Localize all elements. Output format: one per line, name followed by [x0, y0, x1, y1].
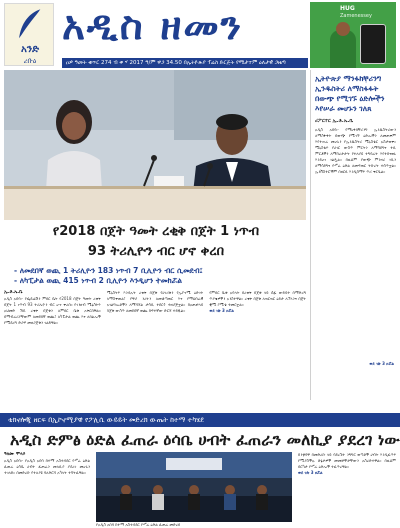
- second-story-column-1-text: አዲስ አበባ፡- የአዲስ አበባ ከተማ አስተዳደር የሥራ ዕድል ፈጠራ ዕሳቤ ሀብት ፈጠራን መለኪያ ያደረገ መሆኑን ተገለጸ። በመድረኩ የተለያዩ ባለድርሻ አካላት ተሳትፈዋል።: [4, 458, 90, 475]
- body-column-2-text: ሚኒስትሩ እንዳሉት ረቂቅ በጀቱ የሀገሪቱን የኢኮኖሚ ዕድገት ለማስቀጠል፣ የዋጋ ንረትን ለመቆጣጠር እና የማህበራዊ አገልግሎቶችን ለማሻሻል ታሳቢ ተደርጎ ተዘጋጅቷል። ከአጠቃላይ በጀቱ ውስጥ ለመደበኛ ወጪ ከፍተኛው ድርሻ ተይዟል።: [106, 290, 204, 313]
- continued-link[interactable]: ወደ ገጽ 3 ዞሯል: [209, 308, 234, 313]
- main-story-photo[interactable]: [4, 70, 306, 220]
- right-column-story: [310, 70, 396, 400]
- ad-person-head: [336, 22, 350, 36]
- body-column-3: [209, 290, 306, 410]
- second-story: [4, 452, 396, 528]
- newspaper-title: አዲስ ዘመን: [62, 4, 244, 49]
- body-column-1-text: አዲስ አበባ፡- የፌዴሬሽን ምክር ቤት የ2018 በጀት ዓመት ረቂቅ በጀት 1 ነጥብ 93 ትሪሊዮን ብር ሆኖ ቀረበ። የገንዘብ ሚኒስትሩ አህመድ ሽዴ ረቂቅ በጀቱን ለምክር ቤቱ አቅርበዋል። በማብራሪያቸውም ለመደበኛ ወጪ፣ ለካፒታል ወጪ እና ለክልሎች የሚደረግ ድጋፍ መዘጋጀቱን ገልጸዋል።: [4, 296, 101, 325]
- issue-info-bar: ዐዎ ዓመት ቁጥር 274 ብ ቀ ሃ 2017 ዓ/ም ዋጋ 34.50 በኢትዮጵያ ፕሬስ ድርጅት የሚታተም ዕለታዊ ጋዜጣ: [62, 58, 308, 68]
- newspaper-logo: [4, 3, 54, 66]
- ad-tag-text: Zamenessey: [340, 13, 372, 19]
- body-column-3-text: የምክር ቤቱ አባላት በረቂቅ በጀቱ ላይ ሰፊ ውይይት በማድረግ ጥያቄዎችን አንስተዋል። ረቂቅ በጀቱ ለዝርዝር ዕይታ ለፕላንና በጀት ቋሚ ኮሚቴ ተመርቷል።: [209, 290, 307, 307]
- parliament-photo-illustration: [4, 70, 306, 220]
- headline-line-2: 93 ትሪሊዮን ብር ሆኖ ቀረበ: [87, 244, 225, 259]
- feather-icon: [15, 7, 45, 43]
- body-column-2: [107, 290, 204, 410]
- right-column-headline[interactable]: ኢትዮጵያ ማንፋክቸሪንግ ኢንዱስትሪ ለማስፋፋት በውጭ የሚገኙ ዕድሎችን እየሠራ መሆኑን ገለጸ: [315, 74, 385, 113]
- second-story-photo-caption: የአዲስ አበባ ከተማ አስተዳደር የሥራ ዕድል ፈጠራ መድረክ: [96, 522, 181, 527]
- panel-discussion-illustration: [96, 452, 292, 522]
- right-column-text: አዲስ አበባ፡- የማኑፋክቸሪንግ ኢንዱስትሪውን ለማስፋፋት በውጭ የሚገኙ ዕድሎችን ለመጠቀም እየተሠራ መሆኑን የኢንዱስትሪ ሚኒስቴር አስታወቀ። ሚኒስቴሩ የሀገር ውስጥ ምርትን ለማሳደግና ተኪ ምርቶችን ለማበረታታት የተለያዩ ተግባራት እየተከናወኑ እንደሆነ ገልጿል። በዚህም የውጭ ምንዛሪ ገቢን ለማሳደግና የሥራ ዕድል ለመፍጠር ትኩረት ተሰጥቷል። ኢንቨስተሮችም በዘርፉ እንዲሰማሩ ጥሪ ቀርቧል።: [315, 127, 396, 174]
- second-story-photo[interactable]: [96, 452, 292, 522]
- ad-brand-text: HUG: [340, 5, 355, 12]
- byline: ኢ.ቶ.ኤ.ቤ: [4, 290, 23, 295]
- logo-brand-text: አንድ: [20, 44, 40, 55]
- body-column-1: [4, 290, 101, 410]
- right-column-byline: ሪፖርተር ኢ.ቶ.ኤ.ቤ: [315, 118, 354, 124]
- second-story-column-1: [4, 452, 90, 528]
- headline-line-1: የ2018 በጀት ዓመት ረቂቅ በጀት 1 ነጥብ: [52, 224, 260, 239]
- main-headline[interactable]: [6, 222, 306, 264]
- main-story-body: [4, 290, 306, 410]
- second-story-column-2-text: ከንቲባዋ በመድረኩ ላይ ባደረጉት ንግግር ወጣቶች ሀብት እንዲፈጥሩ የሚያስችሉ ሁኔታዎች መመቻቸታቸውን አስረድተዋል። በዚህም በርካታ የሥራ ዕድሎች ተፈጥረዋል።: [298, 452, 396, 469]
- bullet-capital-budget: - ለካፒታል ወጪ 415 ነጥብ 2 ቢሊዮን እንዲሆን ተመክሯል: [14, 276, 183, 285]
- right-column-continued-link[interactable]: ወደ ገጽ 3 ዞሯል: [369, 361, 394, 366]
- ad-phone-image: [360, 24, 386, 64]
- second-story-column-2: [298, 452, 396, 528]
- logo-day-text: ረቡዕ: [23, 57, 37, 65]
- second-story-continued-link[interactable]: ወደ ገጽ 3 ዞሯል: [298, 470, 323, 475]
- headline-bullets: [14, 266, 306, 286]
- advertisement-top[interactable]: [310, 2, 396, 68]
- second-story-byline: ዓለሙ ሞላሶ: [4, 452, 26, 457]
- second-headline[interactable]: አዲስ ድምፅ ዕድል ፈጠራ ዕሳቤ ሀብት ፈጠራን መለኪያ ያደረገ ነው: [10, 430, 400, 449]
- bullet-recurrent-budget: - ለመደበኛ ወጪ 1 ትሪሊዮን 183 ነጥብ 7 ቢሊዮን ብር ሲመደብ፤: [14, 266, 203, 275]
- news-banner[interactable]: ቴክኖሎጂ ዘርፍ በኢኮኖሚያዊ የፖሊሲ ውይይት መድረክ ውጤት ከተማ ተካሄደ: [0, 413, 400, 427]
